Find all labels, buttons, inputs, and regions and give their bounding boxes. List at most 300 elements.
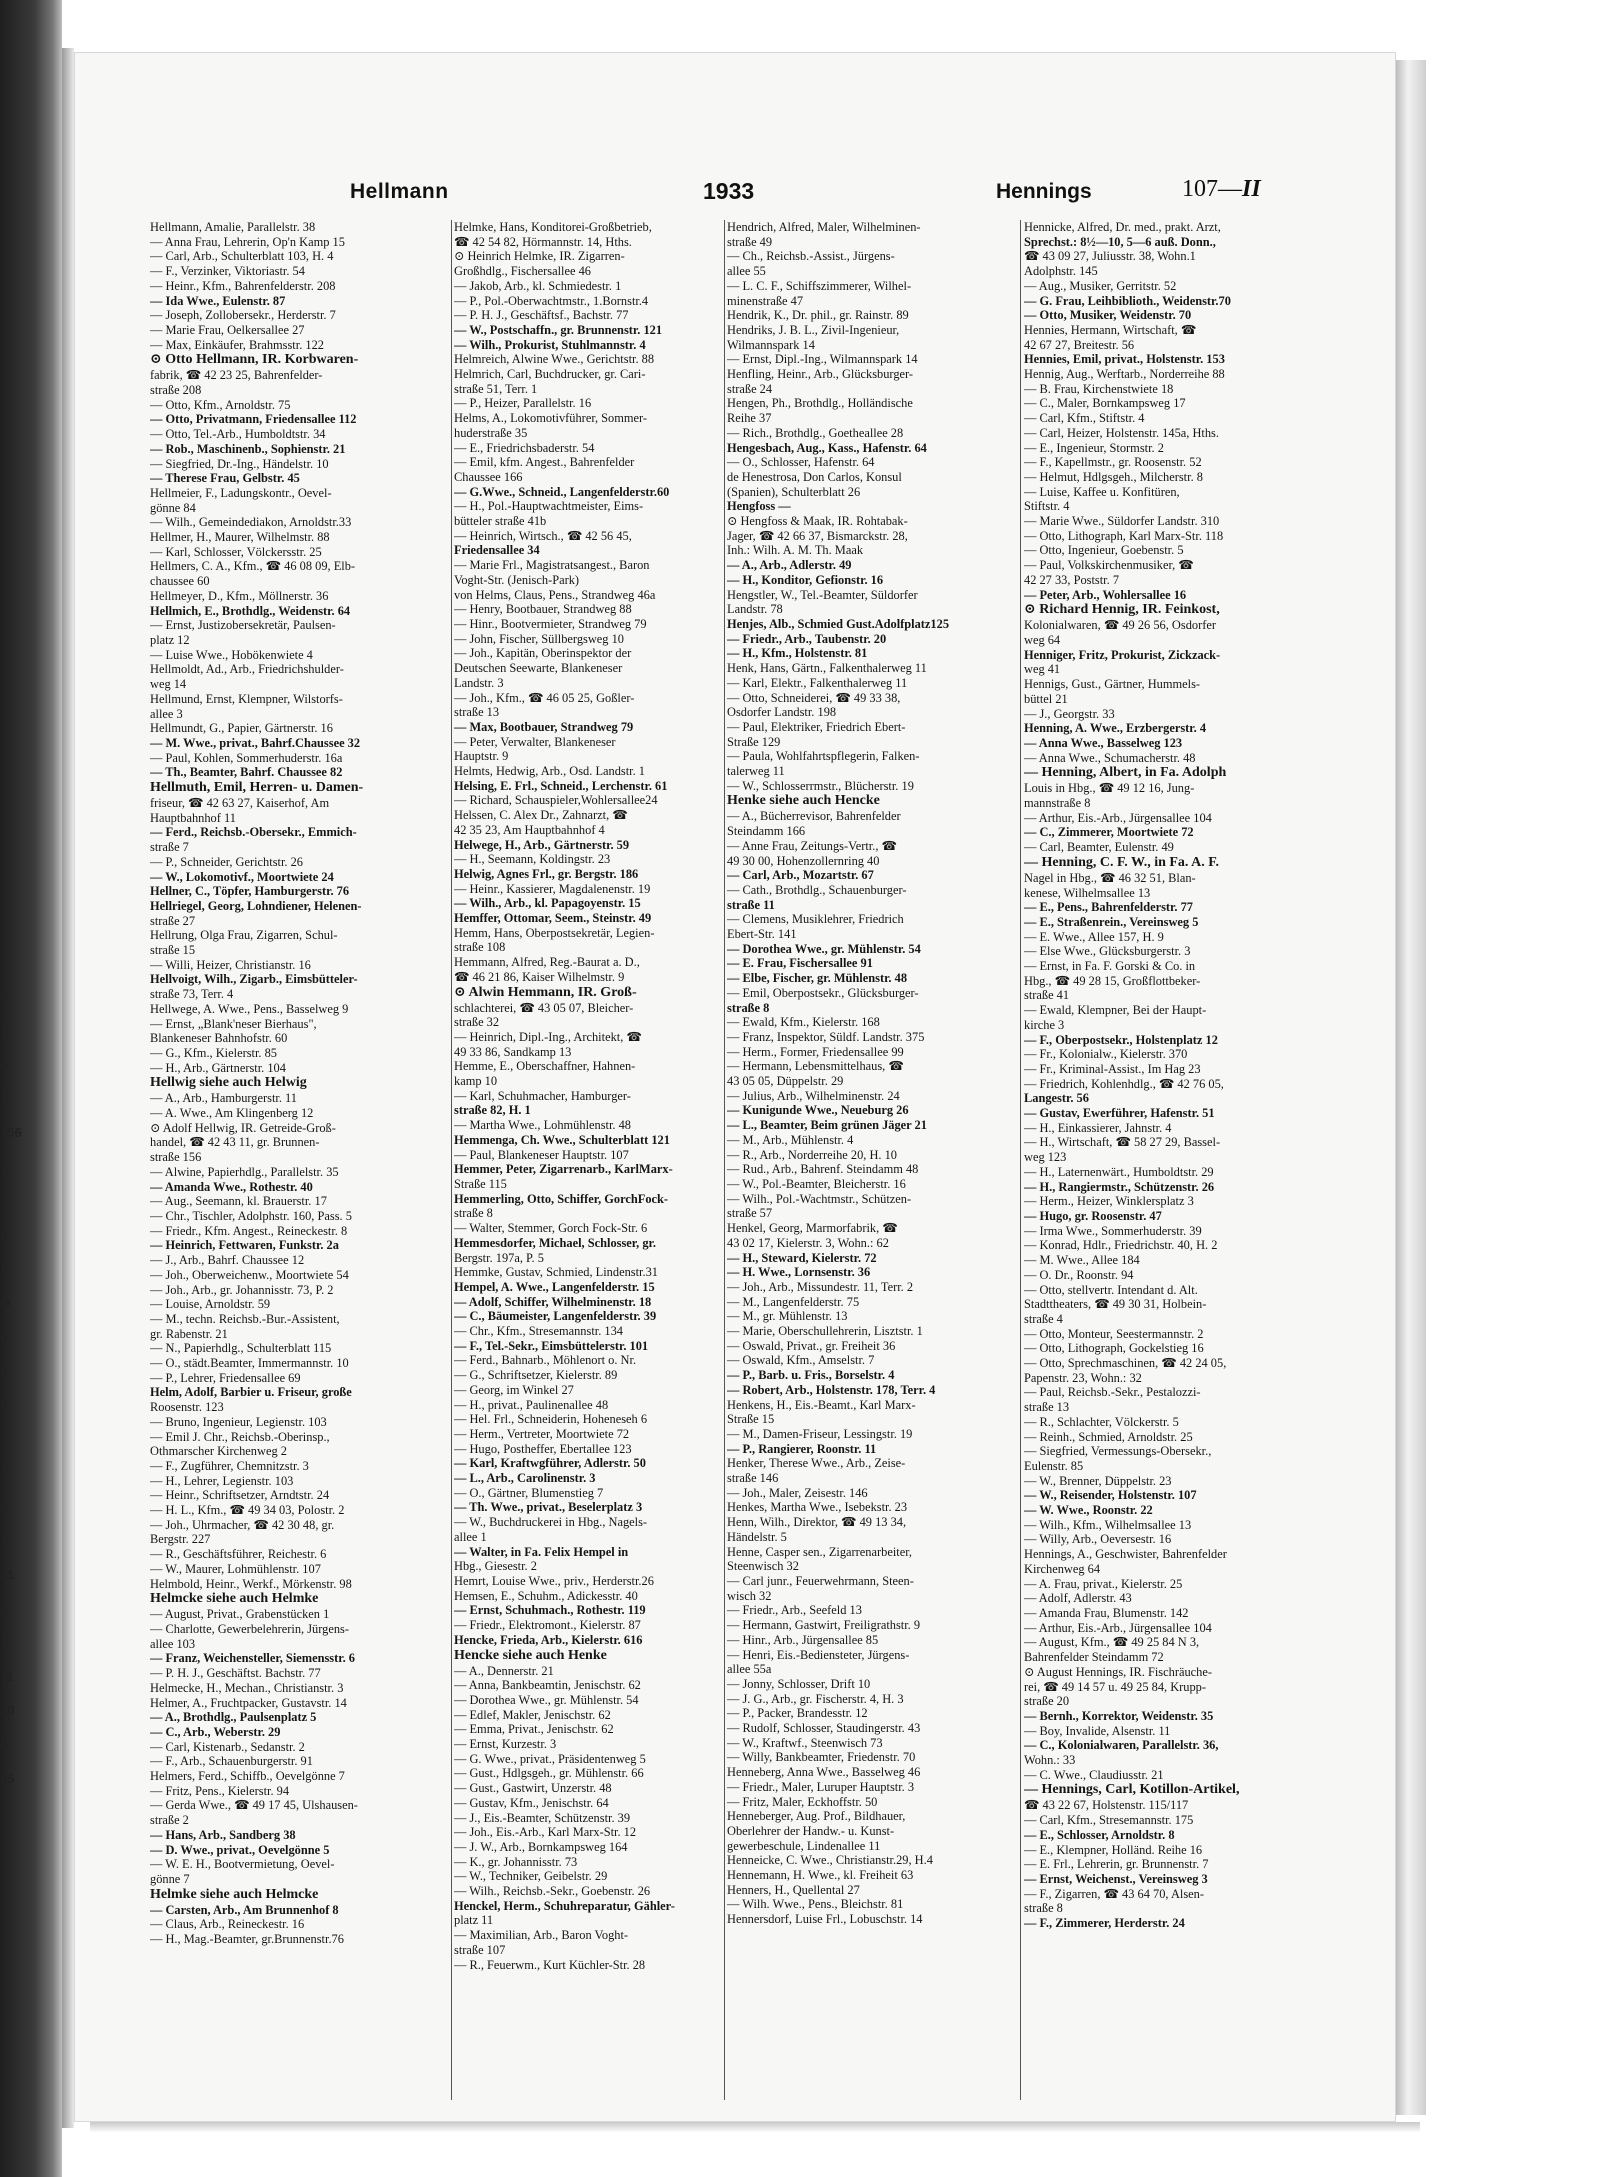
directory-entry: — Wilh. Wwe., Pens., Bleichstr. 81 [727,1897,904,1912]
directory-entry: — P., Pol.-Oberwachtmstr., 1.Bornstr.4 [454,293,649,308]
directory-entry: — Karl, Kraftwgführer, Adlerstr. 50 [454,1456,646,1471]
adjacent-page-glyph: c [0,1329,8,1344]
directory-entry: — Aug., Musiker, Gerritstr. 52 [1024,278,1177,293]
directory-entry: — W., Brenner, Düppelstr. 23 [1024,1473,1172,1488]
directory-entry: — M., Damen-Friseur, Lessingstr. 19 [727,1426,913,1441]
directory-entry: ☎ 43 09 27, Juliusstr. 38, Wohn.1 [1024,249,1196,264]
directory-entry: ⊙ August Hennings, IR. Fischräuche- [1024,1664,1212,1679]
directory-entry: Hellmundt, G., Papier, Gärtnerstr. 16 [150,721,333,736]
directory-entry: — Ferd., Reichsb.-Obersekr., Emmich- [150,825,357,840]
directory-entry: Hennies, Hermann, Wirtschaft, ☎ [1024,322,1197,337]
directory-entry: allee 1 [454,1529,487,1544]
directory-entry: — Ernst, „Blank'neser Bierhaus", [150,1016,317,1031]
adjacent-page-glyph: 8 [0,1227,8,1242]
directory-entry: — Otto, Tel.-Arb., Humboldtstr. 34 [150,427,326,442]
directory-entry: — Anna, Bankbeamtin, Jenischstr. 62 [454,1678,641,1693]
directory-entry: Helssen, C. Alex Dr., Zahnarzt, ☎ [454,808,628,823]
adjacent-page-glyph: 5 [0,1397,8,1412]
directory-entry: — Carsten, Arb., Am Brunnenhof 8 [150,1902,339,1917]
directory-entry: — Ernst, Schuhmach., Rothestr. 119 [454,1603,646,1618]
directory-entry: Henk, Hans, Gärtn., Falkenthalerweg 11 [727,661,927,676]
directory-entry: — H., Konditor, Gefionstr. 16 [727,572,884,587]
directory-entry: Henniger, Fritz, Prokurist, Zickzack- [1024,647,1221,662]
directory-entry: Osdorfer Landstr. 198 [727,705,837,720]
directory-entry: — Max, Bootbauer, Strandweg 79 [454,719,634,734]
directory-entry: — Anna Wwe., Basselweg 123 [1024,735,1183,750]
directory-entry: — Marie, Oberschullehrerin, Lisztstr. 1 [727,1324,923,1339]
directory-entry: — Carl, Kistenarb., Sedanstr. 2 [150,1739,305,1754]
directory-entry: — P. H. J., Geschäftsf., Bachstr. 77 [454,308,629,323]
directory-entry: — Rud., Arb., Bahrenf. Steindamm 48 [727,1162,919,1177]
directory-entry: Hellmich, E., Brothdlg., Weidenstr. 64 [150,603,351,618]
directory-entry: — Walter, in Fa. Felix Hempel in [454,1544,629,1559]
directory-entry: — Emma, Privat., Jenischstr. 62 [454,1722,614,1737]
directory-entry: — Paul, Reichsb.-Sekr., Pestalozzi- [1024,1385,1201,1400]
directory-entry: — Fr., Kriminal-Assist., Im Hag 23 [1024,1061,1201,1076]
directory-entry: — Walter, Stemmer, Gorch Fock-Str. 6 [454,1221,648,1236]
directory-entry: — R., Schlachter, Völckerstr. 5 [1024,1414,1179,1429]
head-first-name: Hellmann [350,180,449,203]
directory-entry: kenese, Wilhelmsallee 13 [1024,885,1151,900]
page-bottom-edge [90,2122,1420,2132]
directory-entry: straße 20 [1024,1694,1070,1709]
directory-entry: — Cath., Brothdlg., Schauenburger- [727,882,907,897]
directory-entry: — Chr., Kfm., Stresemannstr. 134 [454,1324,623,1339]
directory-entry: — C., Zimmerer, Moortwiete 72 [1024,825,1194,840]
directory-entry: Hellmuth, Emil, Herren- u. Damen- [150,780,364,796]
directory-entry: — Carl, Heizer, Holstenstr. 145a, Hths. [1024,425,1219,440]
directory-entry: Oberlehrer der Handw.- u. Kunst- [727,1823,895,1838]
directory-entry: Henneberger, Aug. Prof., Bildhauer, [727,1809,906,1824]
directory-entry: Bahrenfelder Steindamm 72 [1024,1650,1164,1665]
directory-entry: — Heinr., Schriftsetzer, Arndtstr. 24 [150,1488,330,1503]
directory-entry: straße 82, H. 1 [454,1103,531,1118]
directory-entry: gewerbeschule, Lindenallee 11 [727,1838,881,1853]
directory-entry: — E. Frau, Fischersallee 91 [727,956,873,971]
adjacent-page-glyph: 5 [0,1193,8,1208]
directory-entry: Hellmeyer, D., Kfm., Möllnerstr. 36 [150,588,329,603]
directory-entry: — Maximilian, Arb., Baron Voght- [454,1928,629,1943]
directory-entry: Langestr. 56 [1024,1091,1089,1106]
directory-entry: — J., Arb., Bahrf. Chaussee 12 [150,1253,305,1268]
directory-entry: Roosenstr. 123 [150,1400,224,1415]
directory-entry: — Richard, Schauspieler,Wohlersallee24 [454,793,658,808]
adjacent-page-glyph: 3 [0,989,8,1004]
directory-entry: Hemmesdorfer, Michael, Schlosser, gr. [454,1235,657,1250]
directory-entry: — Henning, Albert, in Fa. Adolph [1024,765,1227,781]
directory-entry: — R., Arb., Norderreihe 20, H. 10 [727,1147,897,1162]
directory-entry: Henne, Casper sen., Zigarrenarbeiter, [727,1544,912,1559]
directory-entry: — Anna Frau, Lehrerin, Op'n Kamp 15 [150,234,345,249]
directory-entry: ⊙ Hengfoss & Maak, IR. Rohtabak- [727,514,908,529]
directory-entry: — Heinr., Kfm., Bahrenfelderstr. 208 [150,278,336,293]
column-4 [1024,220,1319,2100]
directory-entry: — H., Laternenwärt., Humboldtstr. 29 [1024,1164,1214,1179]
directory-entry: — A., Arb., Hamburgerstr. 11 [150,1091,297,1106]
directory-entry: — W., Techniker, Geibelstr. 29 [454,1869,608,1884]
directory-entry: — Heinrich, Fettwaren, Funkstr. 2a [150,1238,339,1253]
directory-entry: Hennersdorf, Luise Frl., Lobuschstr. 14 [727,1912,923,1927]
directory-entry: — A., Arb., Adlerstr. 49 [727,558,852,573]
directory-entry: kirche 3 [1024,1017,1065,1032]
directory-entry: — Rich., Brothdlg., Goetheallee 28 [727,425,904,440]
directory-entry: — Friedr., Kfm. Angest., Reineckestr. 8 [150,1223,348,1238]
directory-entry: Henning, A. Wwe., Erzbergerstr. 4 [1024,721,1207,736]
directory-entry: — Peter, Verwalter, Blankeneser [454,734,616,749]
directory-entry: — August, Privat., Grabenstücken 1 [150,1607,330,1622]
directory-entry: — L., Beamter, Beim grünen Jäger 21 [727,1118,927,1133]
directory-entry: — Th., Beamter, Bahrf. Chaussee 82 [150,765,343,780]
directory-entry: — Friedr., Elektromont., Kielerstr. 87 [454,1618,641,1633]
directory-entry: Helmreich, Alwine Wwe., Gerichtstr. 88 [454,352,655,367]
directory-entry: — E., Pens., Bahrenfelderstr. 77 [1024,900,1193,915]
directory-entry: — Paul, Blankeneser Hauptstr. 107 [454,1147,629,1162]
adjacent-page-glyph: a [0,1601,8,1616]
directory-entry: — E., Klempner, Holländ. Reihe 16 [1024,1842,1203,1857]
directory-entry: Steindamm 166 [727,824,806,839]
directory-entry: huderstraße 35 [454,425,528,440]
directory-entry: — C., Arb., Weberstr. 29 [150,1724,281,1739]
directory-entry: — Carl, Kfm., Stiftstr. 4 [1024,411,1145,426]
directory-entry: — W., Buchdruckerei in Hbg., Nagels- [454,1515,648,1530]
adjacent-page-glyph: 85 [0,1771,15,1786]
directory-entry: Othmarscher Kirchenweg 2 [150,1444,287,1459]
directory-entry: — Paul, Kohlen, Sommerhuderstr. 16a [150,750,343,765]
page-shadow [62,48,74,2128]
directory-entry: Steenwisch 32 [727,1559,799,1574]
directory-entry: — H., Lehrer, Legienstr. 103 [150,1473,294,1488]
directory-entry: Helmecke, H., Mechan., Christianstr. 3 [150,1680,344,1695]
directory-entry: — K., gr. Johannisstr. 73 [454,1854,578,1869]
directory-entry: straße 107 [454,1942,506,1957]
directory-entry: — Martha Wwe., Lohmühlenstr. 48 [454,1118,631,1133]
directory-entry: — Franz, Weichensteller, Siemensstr. 6 [150,1651,355,1666]
directory-entry: — Therese Frau, Gelbstr. 45 [150,471,300,486]
directory-entry: — Jonny, Schlosser, Drift 10 [727,1676,871,1691]
directory-entry: — Joh., Kapitän, Oberinspektor der [454,646,632,661]
directory-entry: — W., Kraftwf., Steenwisch 73 [727,1735,883,1750]
directory-entry: Bergstr. 197a, P. 5 [454,1250,544,1265]
directory-entry: — W., Lokomotivf., Moortwiete 24 [150,869,334,884]
directory-entry: Henkens, H., Eis.-Beamt., Karl Marx- [727,1397,916,1412]
directory-entry: Hengen, Ph., Brothdlg., Holländische [727,396,913,411]
directory-entry: — Ch., Reichsb.-Assist., Jürgens- [727,249,895,264]
directory-entry: Helmke siehe auch Helmcke [150,1886,319,1902]
directory-entry: — Ewald, Kfm., Kielerstr. 168 [727,1015,880,1030]
directory-entry: ☎ 43 22 67, Holstenstr. 115/117 [1024,1798,1189,1813]
directory-entry: — Wilh., Prokurist, Stuhlmannstr. 4 [454,337,646,352]
directory-entry: — Siegfried, Vermessungs-Obersekr., [1024,1444,1212,1459]
directory-entry: Blankeneser Bahnhofstr. 60 [150,1031,288,1046]
directory-entry: — Else Wwe., Glücksburgerstr. 3 [1024,944,1191,959]
directory-entry: friseur, ☎ 42 63 27, Kaiserhof, Am [150,796,330,811]
directory-entry: straße 32 [454,1015,500,1030]
directory-entry: Papenstr. 23, Wohn.: 32 [1024,1370,1142,1385]
directory-entry: Deutschen Seewarte, Blankeneser [454,661,623,676]
directory-entry: — W., Maurer, Lohmühlenstr. 107 [150,1561,321,1576]
directory-entry: straße 156 [150,1150,202,1165]
directory-entry: — Marie Frl., Magistratsangest., Baron [454,558,650,573]
directory-entry: — Wilh., Arb., kl. Papagoyenstr. 15 [454,896,641,911]
directory-entry: Wilmannspark 14 [727,337,815,352]
directory-entry: — Gustav, Ewerführer, Hafenstr. 51 [1024,1106,1215,1121]
directory-entry: Hellner, C., Töpfer, Hamburgerstr. 76 [150,884,350,899]
directory-entry: — Fr., Kolonialw., Kielerstr. 370 [1024,1047,1188,1062]
directory-entry: — Hugo, Postheffer, Ebertallee 123 [454,1441,632,1456]
directory-entry: — Clemens, Musiklehrer, Friedrich [727,912,904,927]
directory-entry: straße 2 [150,1813,189,1828]
directory-entry: ☎ 42 54 82, Hörmannstr. 14, Hths. [454,234,632,249]
page-number [1182,176,1261,203]
directory-entry: ⊙ Heinrich Helmke, IR. Zigarren- [454,249,625,264]
directory-entry: Hemm, Hans, Oberpostsekretär, Legien- [454,925,655,940]
directory-entry: — Paul, Elektriker, Friedrich Ebert- [727,719,906,734]
directory-entry: platz 11 [454,1913,494,1928]
column-3 [727,220,1022,2100]
directory-entry: — Hel. Frl., Schneiderin, Hoheneseh 6 [454,1412,648,1427]
directory-entry: Hellmer, H., Maurer, Wilhelmstr. 88 [150,530,330,545]
directory-entry: allee 55a [727,1662,772,1677]
directory-entry: straße 49 [727,234,773,249]
directory-entry: — H. Wwe., Lornsenstr. 36 [727,1265,871,1280]
directory-entry: Großhdlg., Fischersallee 46 [454,264,591,279]
directory-entry: Straße 115 [454,1177,507,1191]
head-last-name: Hennings [996,180,1092,203]
directory-entry: bütteler straße 41b [454,514,547,529]
directory-entry: Hbg., ☎ 49 28 15, Großflottbeker- [1024,973,1201,988]
directory-entry: straße 8 [1024,1901,1063,1916]
directory-entry: — H., Einkassierer, Jahnstr. 4 [1024,1120,1172,1135]
directory-entry: — O., städt.Beamter, Immermannstr. 10 [150,1356,349,1371]
directory-entry: — F., Arb., Schauenburgerstr. 91 [150,1754,313,1769]
directory-entry: 42 27 33, Poststr. 7 [1024,572,1120,587]
directory-entry: — P., Packer, Brandesstr. 12 [727,1706,868,1721]
directory-entry: Jager, ☎ 42 66 37, Bismarckstr. 28, [727,528,908,543]
directory-entry: Hellmers, C. A., Kfm., ☎ 46 08 09, Elb- [150,559,356,574]
directory-entry: — Carl, Arb., Mozartstr. 67 [727,868,874,883]
directory-entry: — E. Frl., Lehrerin, gr. Brunnenstr. 7 [1024,1857,1209,1872]
directory-entry: Hengfoss — [727,499,791,514]
directory-entry: — M., gr. Mühlenstr. 13 [727,1309,848,1324]
directory-entry: — G., Kfm., Kielerstr. 85 [150,1045,277,1060]
directory-entry: talerweg 11 [727,764,785,779]
directory-entry: — Karl, Elektr., Falkenthalerweg 11 [727,675,908,690]
directory-entry: büttel 21 [1024,691,1068,706]
directory-entry: — Joh., Eis.-Arb., Karl Marx-Str. 12 [454,1825,637,1840]
directory-entry: — C., Maler, Bornkampsweg 17 [1024,396,1186,411]
directory-entry: — Otto, Kfm., Arnoldstr. 75 [150,397,291,412]
directory-entry: Hendrich, Alfred, Maler, Wilhelminen- [727,220,921,234]
directory-entry: — J., Eis.-Beamter, Schützenstr. 39 [454,1810,631,1825]
directory-entry: 43 05 05, Düppelstr. 29 [727,1074,844,1089]
directory-entry: Louis in Hbg., ☎ 49 12 16, Jung- [1024,781,1195,796]
directory-entry: — Charlotte, Gewerbelehrerin, Jürgens- [150,1621,349,1636]
directory-entry: — H., Seemann, Koldingstr. 23 [454,852,611,867]
directory-entry: — Joseph, Zollobersekr., Herderstr. 7 [150,308,336,323]
column-rule [724,220,725,2100]
directory-entry: Helms, A., Lokomotivführer, Sommer- [454,411,648,426]
directory-entry: Straße 129 [727,734,781,749]
directory-entry: — H., Rangiermstr., Schützenstr. 26 [1024,1179,1215,1194]
directory-entry: — Arthur, Eis.-Arb., Jürgensallee 104 [1024,810,1212,825]
directory-entry: wisch 32 [727,1588,772,1603]
directory-entry: Straße 15 [727,1412,775,1427]
directory-entry: — Alwine, Papierhdlg., Parallelstr. 35 [150,1164,339,1179]
adjacent-page-glyph: 1 [0,1091,8,1106]
directory-entry: — Hinr., Arb., Jürgensallee 85 [727,1632,879,1647]
adjacent-page-glyph: 1 [0,1635,8,1650]
directory-entry: Henneicke, C. Wwe., Christianstr.29, H.4 [727,1853,933,1868]
directory-entry: — E., Schlosser, Arnoldstr. 8 [1024,1827,1175,1842]
directory-entry: — Arthur, Eis.-Arb., Jürgensallee 104 [1024,1620,1212,1635]
directory-entry: — Kunigunde Wwe., Neueburg 26 [727,1103,909,1118]
directory-entry: — Amanda Wwe., Rothestr. 40 [150,1179,313,1194]
directory-entry: — Friedrich, Kohlenhdlg., ☎ 42 76 05, [1024,1076,1224,1091]
directory-entry: minenstraße 47 [727,293,804,308]
directory-entry: — Joh., Arb., gr. Johannisstr. 73, P. 2 [150,1282,334,1297]
adjacent-page-glyph: 5 [0,1363,8,1378]
directory-entry: — F., Zigarren, ☎ 43 64 70, Alsen- [1024,1886,1204,1901]
directory-entry: — A., Bücherrevisor, Bahrenfelder [727,809,901,824]
directory-entry: Hencke siehe auch Henke [454,1647,607,1663]
directory-entry: — Reinh., Schmied, Arnoldstr. 25 [1024,1429,1193,1444]
directory-entry: — Peter, Arb., Wohlersallee 16 [1024,587,1187,602]
directory-entry: — C., Bäumeister, Langenfelderstr. 39 [454,1309,657,1324]
directory-entry: handel, ☎ 42 43 11, gr. Brunnen- [150,1135,320,1150]
directory-entry: — Otto, Ingenieur, Goebenstr. 5 [1024,543,1184,558]
directory-entry: Hellwig siehe auch Helwig [150,1075,307,1091]
directory-entry: — H., Kfm., Holstenstr. 81 [727,646,868,661]
directory-entry: — P., Rangierer, Roonstr. 11 [727,1441,877,1456]
directory-entry: — P., Lehrer, Friedensallee 69 [150,1370,301,1385]
directory-entry: — Boy, Invalide, Alsenstr. 11 [1024,1723,1171,1738]
directory-entry: — E., Ingenieur, Stormstr. 2 [1024,440,1164,455]
directory-entry: — Carl, Kfm., Stresemannstr. 175 [1024,1813,1194,1828]
directory-entry: — Gust., Gastwirt, Unzerstr. 48 [454,1781,612,1796]
directory-entry: — E., Straßenrein., Vereinsweg 5 [1024,914,1199,929]
directory-entry: schlachterei, ☎ 43 05 07, Bleicher- [454,1000,634,1015]
directory-entry: — Wilh., Pol.-Wachtmstr., Schützen- [727,1191,912,1206]
directory-entry: — D. Wwe., privat., Oevelgönne 5 [150,1842,330,1857]
directory-entry: straße 11 [727,897,775,912]
directory-entry: — Edlef, Makler, Jenischstr. 62 [454,1707,611,1722]
page-number-roman: II [1242,176,1261,202]
column-2 [454,220,749,2100]
page-stack-edge [1396,60,1426,2115]
directory-entry: Hennings, A., Geschwister, Bahrenfelder [1024,1547,1227,1562]
directory-entry: — O., Gärtner, Blumenstieg 7 [454,1485,604,1500]
directory-entry: straße 24 [727,381,773,396]
directory-entry: — Joh., Uhrmacher, ☎ 42 30 48, gr. [150,1517,335,1532]
directory-entry: Hbg., Giesestr. 2 [454,1559,537,1574]
page-number-arabic: 107— [1182,176,1242,202]
directory-entry: — Luise, Kaffee u. Konfitüren, [1024,484,1180,499]
directory-entry: Hellrung, Olga Frau, Zigarren, Schul- [150,928,338,943]
adjacent-page-glyph: 156 [0,1125,22,1140]
directory-entry: Henckel, Herm., Schuhreparatur, Gähler- [454,1898,675,1913]
directory-entry: — J. W., Arb., Bornkampsweg 164 [454,1839,628,1854]
directory-entry: — Helmut, Hdlgsgeh., Milcherstr. 8 [1024,469,1203,484]
directory-entry: Helmts, Hedwig, Arb., Osd. Landstr. 1 [454,764,646,779]
directory-entry: — Otto, Musiker, Weidenstr. 70 [1024,308,1192,323]
directory-entry: — A., Brothdlg., Paulsenplatz 5 [150,1710,317,1725]
directory-entry: weg 64 [1024,632,1061,647]
column-rule [1020,220,1021,2100]
directory-entry: — Adolf, Adlerstr. 43 [1024,1591,1132,1606]
directory-entry: Helwege, H., Arb., Gärtnerstr. 59 [454,837,630,852]
directory-entry: — Friedr., Arb., Seefeld 13 [727,1603,862,1618]
directory-entry: — Emil, Oberpostsekr., Glücksburger- [727,985,919,1000]
directory-entry: Henkes, Martha Wwe., Isebekstr. 23 [727,1500,908,1515]
directory-entry: Helmrich, Carl, Buchdrucker, gr. Cari- [454,367,646,382]
directory-entry: (Spanien), Schulterblatt 26 [727,484,861,499]
directory-entry: Henn, Wilh., Direktor, ☎ 49 13 34, [727,1515,907,1530]
directory-entry: — Th. Wwe., privat., Beselerplatz 3 [454,1500,643,1515]
directory-entry: Helwig, Agnes Frl., gr. Bergstr. 186 [454,866,639,881]
directory-entry: rei, ☎ 49 14 57 u. 49 25 84, Krupp- [1024,1679,1206,1694]
directory-entry: — C., Kolonialwaren, Parallelstr. 36, [1024,1738,1219,1753]
directory-entry: Kirchenweg 64 [1024,1561,1101,1576]
directory-entry: — G., Schriftsetzer, Kielerstr. 89 [454,1368,618,1383]
running-head [150,176,1370,208]
directory-entry: — B. Frau, Kirchenstwiete 18 [1024,381,1174,396]
adjacent-page-glyph: 3 [0,1499,8,1514]
directory-entry: Hemmer, Peter, Zigarrenarb., KarlMarx- [454,1162,673,1177]
directory-entry: — A. Frau, privat., Kielerstr. 25 [1024,1576,1183,1591]
directory-entry: — Henry, Bootbauer, Strandweg 88 [454,602,632,617]
directory-entry: — Willy, Arb., Oeversestr. 16 [1024,1532,1172,1547]
directory-entry: — M. Wwe., privat., Bahrf.Chaussee 32 [150,735,361,750]
directory-entry: Helmcke siehe auch Helmke [150,1591,319,1607]
directory-entry: — F., Verzinker, Viktoriastr. 54 [150,264,305,279]
directory-entry: — Marie Wwe., Süldorfer Landstr. 310 [1024,514,1220,529]
directory-entry: — Jakob, Arb., kl. Schmiedestr. 1 [454,278,622,293]
directory-entry: Hennemann, H. Wwe., kl. Freiheit 63 [727,1868,914,1883]
directory-entry: Hendriks, J. B. L., Zivil-Ingenieur, [727,322,900,337]
directory-entry: von Helms, Claus, Pens., Strandweg 46a [454,587,656,602]
directory-entry: — John, Fischer, Süllbergsweg 10 [454,631,624,646]
directory-entry: — H., privat., Paulinenallee 48 [454,1397,609,1412]
directory-entry: — W., Pol.-Beamter, Bleicherstr. 16 [727,1177,906,1191]
directory-entry: Hennigs, Gust., Gärtner, Hummels- [1024,677,1201,692]
directory-entry: — Wilh., Gemeindediakon, Arnoldstr.33 [150,515,352,530]
directory-entry: — L., Arb., Carolinenstr. 3 [454,1471,596,1486]
directory-entry: Hempel, A. Wwe., Langenfelderstr. 15 [454,1279,655,1294]
directory-entry: — Otto, Lithograph, Gockelstieg 16 [1024,1341,1204,1356]
directory-entry: — H., Mag.-Beamter, gr.Brunnenstr.76 [150,1932,344,1947]
directory-entry: — F., Oberpostsekr., Holstenplatz 12 [1024,1032,1218,1047]
directory-entry: straße 146 [727,1471,779,1486]
directory-entry: — Karl, Schlosser, Völckersstr. 25 [150,544,322,559]
directory-entry: Hemsen, E., Schuhm., Adickesstr. 40 [454,1588,638,1603]
directory-entry: chaussee 60 [150,574,210,589]
directory-entry: allee 55 [727,264,766,279]
directory-entry: Bergstr. 227 [150,1532,211,1547]
directory-entry: — Ernst, Justizobersekretär, Paulsen- [150,618,336,633]
directory-entry: mannstraße 8 [1024,796,1091,811]
directory-entry: — Paula, Wohlfahrtspflegerin, Falken- [727,749,920,764]
directory-entry: straße 108 [454,940,506,955]
directory-entry: — M., Langenfelderstr. 75 [727,1294,860,1309]
directory-entry: — N., Papierhdlg., Schulterblatt 115 [150,1341,332,1356]
directory-entry: — Ernst, in Fa. F. Gorski & Co. in [1024,959,1196,974]
directory-entry: — Fritz, Pens., Kielerstr. 94 [150,1783,290,1798]
directory-entry: — Gustav, Kfm., Jenischstr. 64 [454,1795,609,1810]
directory-entry: — Friedr., Arb., Taubenstr. 20 [727,631,887,646]
directory-entry: weg 123 [1024,1150,1067,1165]
directory-entry: — Anna Wwe., Schumacherstr. 48 [1024,750,1196,765]
directory-entry: — W., Reisender, Holstenstr. 107 [1024,1488,1197,1503]
